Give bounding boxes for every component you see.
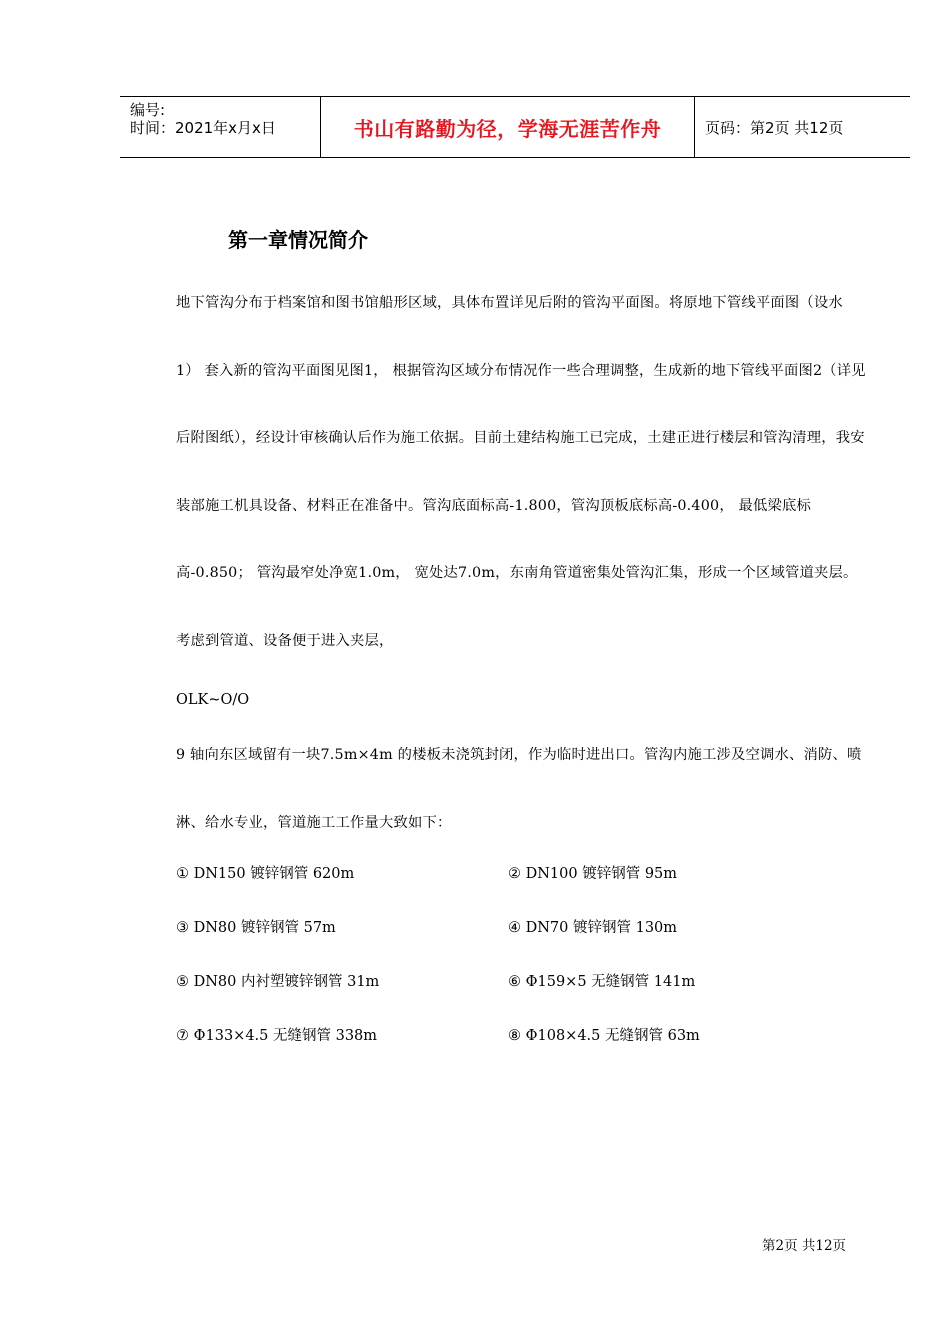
pipe-quantity-list (176, 862, 866, 1078)
pipe-item: ③ DN80 镀锌钢管 57m (176, 920, 336, 936)
pipe-item: ② DN100 镀锌钢管 95m (508, 866, 678, 882)
page-header (120, 96, 910, 158)
pipe-item: ⑦ Φ133×4.5 无缝钢管 338m (176, 1028, 378, 1044)
header-motto: 书山有路勤为径，学海无涯苦作舟 (353, 116, 662, 141)
pipe-item: ④ DN70 镀锌钢管 130m (508, 920, 678, 936)
pipe-item: ⑥ Φ159×5 无缝钢管 141m (508, 974, 696, 990)
list-item (176, 916, 866, 970)
work-scope-paragraph: 9 轴向东区域留有一块7.5m×4m 的楼板未浇筑封闭，作为临时进出口。管沟内施工涉及空调水、消防、喷淋、给水专业，管道施工工作量大致如下： (176, 747, 862, 831)
document-time: 时间：2021年x月x日 (130, 119, 276, 137)
chapter-title: 第一章情况简介 (228, 228, 368, 252)
document-number-label: 编号: (130, 101, 166, 119)
header-motto-cell (321, 97, 695, 157)
header-page-cell (695, 97, 910, 157)
garbled-text-fragment: OLK~O/O (176, 692, 250, 708)
header-meta-cell (120, 97, 321, 157)
header-page-info: 页码：第2页 共12页 (705, 118, 844, 137)
pipe-item: ⑤ DN80 内衬塑镀锌钢管 31m (176, 974, 380, 990)
list-item (176, 1024, 866, 1078)
pipe-item: ⑧ Φ108×4.5 无缝钢管 63m (508, 1028, 700, 1044)
footer-page-number: 第2页 共12页 (762, 1238, 847, 1254)
intro-paragraph: 地下管沟分布于档案馆和图书馆船形区域，具体布置详见后附的管沟平面图。将原地下管线平面图（设水1） 套入新的管沟平面图见图1， 根据管沟区域分布情况作一些合理调整，生成新的地下管线平面图2（详见后附图纸），经设计审核确认后作为施工依据。目前土建结构施工已完成，土建正进行楼层和管沟清理，我安装部施工机具设备、材料正在准备中。管沟底面标高-1.800，管沟顶板底标高-0.400， 最低梁底标高-0.850； 管沟最窄处净宽1.0m， 宽处达7.0m，东南角管道密集处管沟汇集，形成一个区域管道夹层。考虑到管道、设备便于进入夹层， (176, 295, 866, 649)
pipe-item: ① DN150 镀锌钢管 620m (176, 866, 355, 882)
list-item (176, 970, 866, 1024)
list-item (176, 862, 866, 916)
